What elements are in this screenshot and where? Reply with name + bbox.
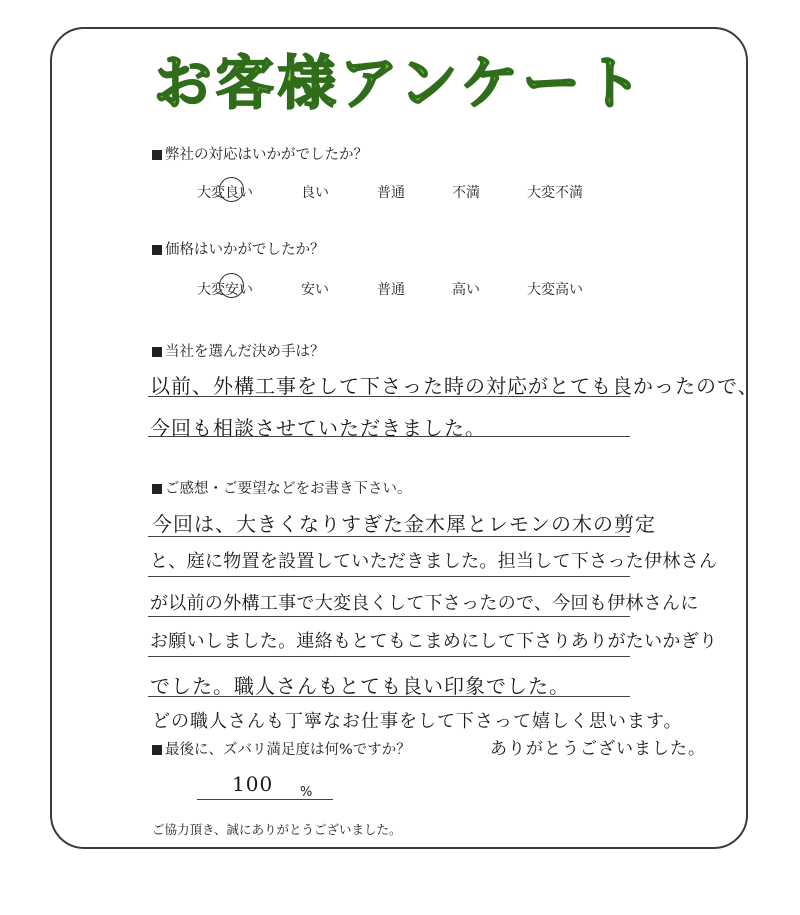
square-bullet-icon [152,150,162,160]
comments-line-2: と、庭に物置を設置していただきました。担当して下さった伊林さん [150,551,718,572]
satisfaction-underline [197,799,333,800]
option-service-2: 良い [301,185,329,201]
option-service-4: 不満 [452,185,480,201]
thank-you-note: ご協力頂き、誠にありがとうございました。 [152,822,402,837]
answer-underline [148,576,630,577]
question-price [152,238,325,259]
option-price-3: 普通 [377,282,405,298]
comments-line-4: お願いしました。連絡もとてもこまめにして下さりありがたいかぎり [150,631,718,652]
option-service-1: 大変良い [197,185,253,201]
square-bullet-icon [152,347,162,357]
reason-answer-line-1: 以前、外構工事をして下さった時の対応がとても良かったので、 [150,374,759,398]
option-price-2: 安い [301,282,329,298]
option-service-5: 大変不満 [527,185,583,201]
question-satisfaction-text: 最後に、ズバリ満足度は何%ですか？ [165,742,411,758]
square-bullet-icon [152,745,162,755]
selected-circle-icon [219,273,244,298]
comments-line-6: どの職人さんも丁寧なお仕事をして下さって嬉しく思います。 [152,711,683,732]
answer-underline [148,536,630,537]
answer-underline [148,396,630,397]
selected-circle-icon [219,177,244,202]
question-satisfaction [152,738,411,759]
question-reason-text: 当社を選んだ決め手は？ [165,344,325,360]
comments-line-7: ありがとうございました。 [490,739,706,759]
question-reason [152,340,325,361]
comments-line-5: でした。職人さんもとても良い印象でした。 [150,674,570,698]
option-price-1: 大変安い [197,282,253,298]
question-comments [152,477,412,498]
satisfaction-unit: % [300,785,313,800]
question-service-text: 弊社の対応はいかがでしたか？ [165,147,368,163]
question-service [152,143,368,164]
comments-line-3: が以前の外構工事で大変良くして下さったので、今回も伊林さんに [150,593,699,614]
question-comments-text: ご感想・ご要望などをお書き下さい。 [165,481,412,497]
option-price-5: 大変高い [527,282,583,298]
square-bullet-icon [152,245,162,255]
question-price-text: 価格はいかがでしたか？ [165,242,325,258]
reason-answer-line-2: 今回も相談させていただきました。 [150,416,486,440]
survey-title: お客様アンケート [153,49,647,117]
square-bullet-icon [152,484,162,494]
option-price-4: 高い [452,282,480,298]
answer-underline [148,616,630,617]
answer-underline [148,436,630,437]
answer-underline [148,656,630,657]
satisfaction-value: 100 [232,772,274,796]
option-service-3: 普通 [377,185,405,201]
answer-underline [148,696,630,697]
comments-line-1: 今回は、大きくなりすぎた金木犀とレモンの木の剪定 [152,512,656,536]
